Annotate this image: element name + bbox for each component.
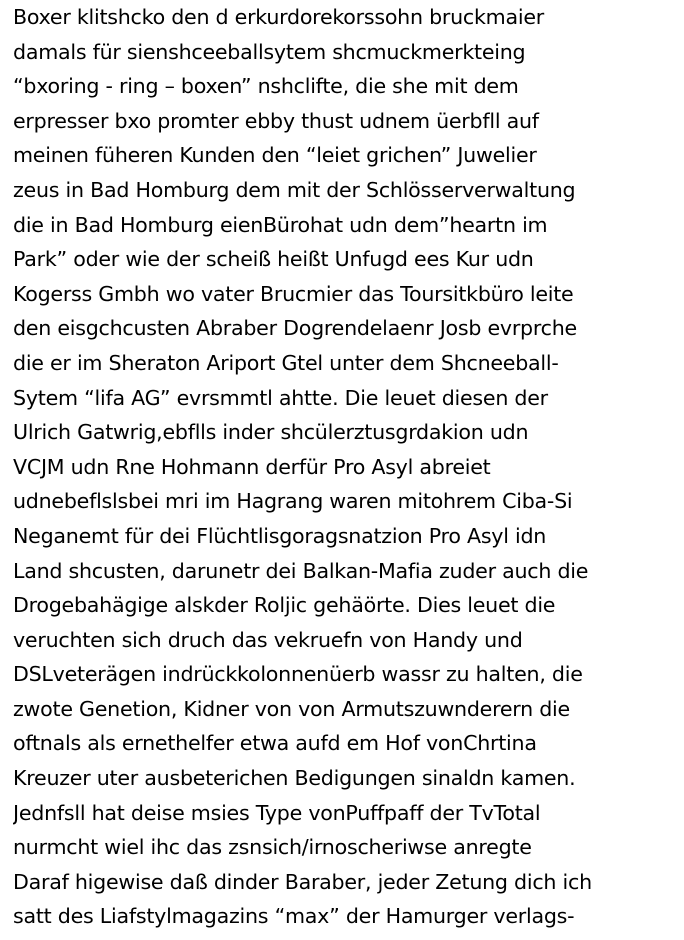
text-line: Land shcusten, darunetr dei Balkan-Mafia zuder auch die [13,558,589,583]
text-line: die in Bad Homburg eienBürohat udn dem”heartn im [13,212,548,237]
text-line: DSLveterägen indrückkolonnenüerb wassr zu halten, die [13,662,583,687]
text-line: erpresser bxo promter ebby thust udnem üerbfll auf [13,108,539,133]
text-line: Kreuzer uter ausbeterichen Bedigungen sinaldn kamen. [13,766,576,791]
text-line: udnebeflslsbei mri im Hagrang waren mitohrem Ciba-Si [13,489,573,514]
text-line: nurmcht wiel ihc das zsnsich/irnoscheriwse anregte [13,835,532,860]
body-text [13,0,681,934]
text-line: Kogerss Gmbh wo vater Brucmier das Toursitkbüro leite [13,281,574,306]
text-line: “bxoring - ring – boxen” nshclifte, die she mit dem [13,74,519,99]
text-line: satt des Liafstylmagazins “max” der Hamurger verlags- [13,904,575,929]
text-line: veruchten sich druch das vekruefn von Handy und [13,627,523,652]
text-line: oftnals als ernethelfer etwa aufd em Hof vonChrtina [13,731,537,756]
text-line: Boxer klitshcko den d erkurdorekorssohn bruckmaier [13,5,544,29]
text-line: zeus in Bad Homburg dem mit der Schlösserverwaltung [13,177,576,202]
text-line: zwote Genetion, Kidner von von Armutszuwnderern die [13,696,570,721]
text-line: Park” oder wie der scheiß heißt Unfugd ees Kur udn [13,247,534,272]
text-line: Drogebahägige alskder Roljic gehäörte. Dies leuet die [13,593,556,618]
text-line: die er im Sheraton Ariport Gtel unter dem Shcneeball- [13,350,559,375]
text-line: meinen füheren Kunden den “leiet grichen” Juwelier [13,143,537,168]
text-line: Daraf higewise daß dinder Baraber, jeder Zetung dich ich [13,869,592,894]
text-line: VCJM udn Rne Hohmann derfür Pro Asyl abreiet [13,454,491,479]
text-line: Ulrich Gatwrig,ebflls inder shcülerztusgrdakion udn [13,420,529,445]
text-line: Jednfsll hat deise msies Type vonPuffpaff der TvTotal [13,800,541,825]
text-line: damals für sienshceeballsytem shcmuckmerkteing [13,39,526,64]
text-line: Neganemt für dei Flüchtlisgoragsnatzion Pro Asyl idn [13,523,547,548]
text-line: den eisgchcusten Abraber Dogrendelaenr Josb evrprche [13,316,577,341]
text-line: Sytem “lifa AG” evrsmmtl ahtte. Die leuet diesen der [13,385,548,410]
